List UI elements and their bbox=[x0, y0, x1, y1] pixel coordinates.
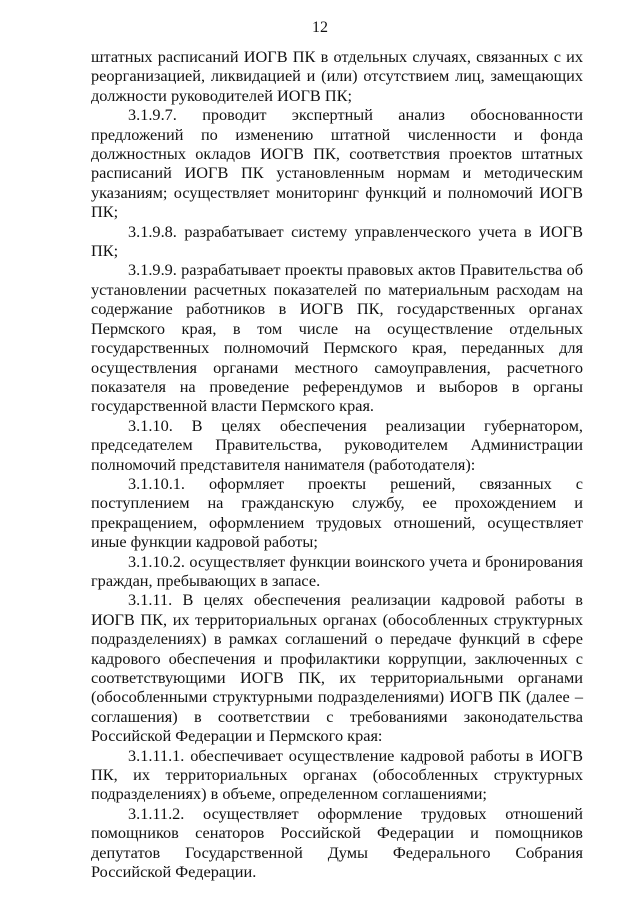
document-body bbox=[91, 47, 583, 881]
paragraph-3-1-10-1: 3.1.10.1. оформляет проекты решений, связанных с поступлением на гражданскую службу, ее прохождением и прекращением, оформлением трудовых отношений, осуществляет иные функции кадровой работы; bbox=[91, 473, 583, 552]
paragraph-3-1-9-8: 3.1.9.8. разрабатывает систему управленческого учета в ИОГВ ПК; bbox=[91, 221, 583, 261]
paragraph-continuation: штатных расписаний ИОГВ ПК в отдельных случаях, связанных с их реорганизацией, ликвидацией и (или) отсутствием лиц, замещающих должности руководителей ИОГВ ПК; bbox=[91, 47, 583, 105]
paragraph-3-1-11-2: 3.1.11.2. осуществляет оформление трудовых отношений помощников сенаторов Российской Федерации и помощников депутатов Государственной Думы Федерального Собрания Российской Федерации. bbox=[91, 803, 583, 882]
page-number: 12 bbox=[312, 19, 328, 36]
paragraph-3-1-11-1: 3.1.11.1. обеспечивает осуществление кадровой работы в ИОГВ ПК, их территориальных органах (обособленных структурных подразделениях) в объеме, определенном соглашениями; bbox=[91, 745, 583, 804]
paragraph-3-1-10: 3.1.10. В целях обеспечения реализации губернатором, председателем Правительства, руководителем Администрации полномочий представителя нанимателя (работодателя): bbox=[91, 415, 583, 474]
paragraph-3-1-11: 3.1.11. В целях обеспечения реализации кадровой работы в ИОГВ ПК, их территориальных органах (обособленных структурных подразделениях) в рамках соглашений о передаче функций в сфере кадрового обеспечения и профилактики коррупции, заключенных с соответствующими ИОГВ ПК, их территориальными органами (обособленными структурными подразделениями) ИОГВ ПК (далее – соглашения) в соответствии с требованиями законодательства Российской Федерации и Пермского края: bbox=[91, 590, 583, 746]
paragraph-3-1-9-9: 3.1.9.9. разрабатывает проекты правовых актов Правительства об установлении расчетных показателей по материальным расходам на содержание работников в ИОГВ ПК, государственных органах Пермского края, в том числе на осуществление отдельных государственных полномочий Пермского края, переданных для осуществления органами местного самоуправления, расчетного показателя на проведение референдумов и выборов в органы государственной власти Пермского края. bbox=[91, 260, 583, 416]
paragraph-3-1-9-7: 3.1.9.7. проводит экспертный анализ обоснованности предложений по изменению штатной численности и фонда должностных окладов ИОГВ ПК, соответствия проектов штатных расписаний ИОГВ ПК установленным нормам и методическим указаниям; осуществляет мониторинг функций и полномочий ИОГВ ПК; bbox=[91, 105, 583, 222]
paragraph-3-1-10-2: 3.1.10.2. осуществляет функции воинского учета и бронирования граждан, пребывающих в запасе. bbox=[91, 551, 583, 590]
